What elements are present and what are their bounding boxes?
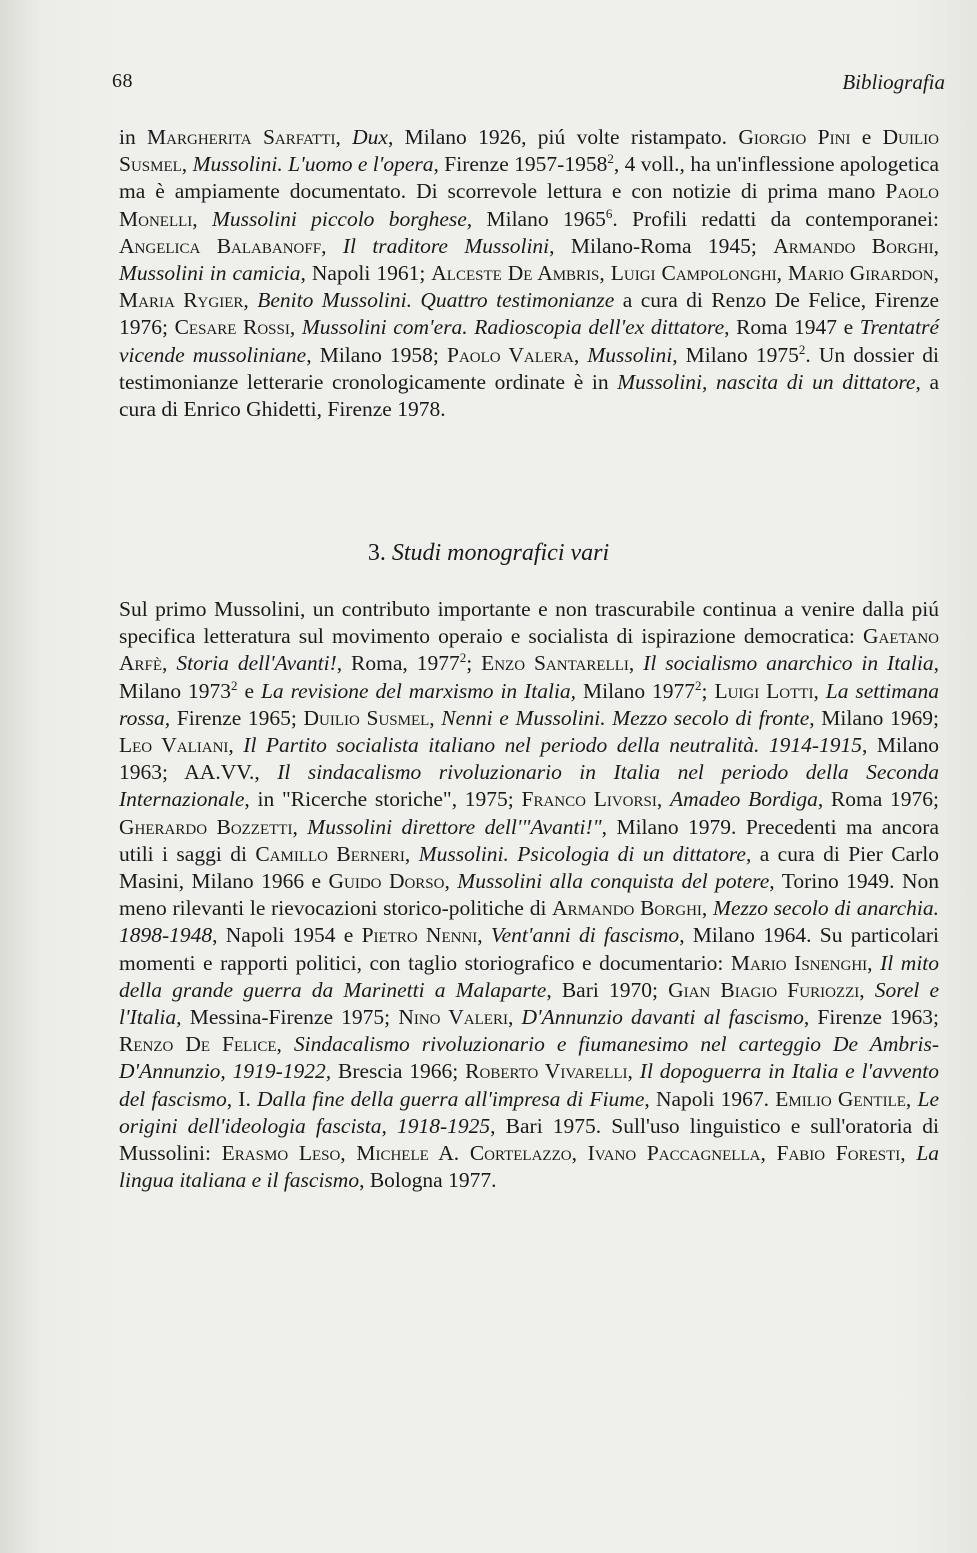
text-run: , Bologna 1977.	[359, 1168, 497, 1193]
text-run: ,	[228, 733, 244, 758]
text-run: , Milano 1969;	[809, 705, 940, 730]
text-run: Messina-Firenze 1975;	[181, 1005, 399, 1030]
text-run: ,	[760, 1141, 777, 1166]
text-run: ,	[656, 787, 670, 812]
text-run: in	[119, 125, 148, 149]
text-run: a cura di Renzo De Felice, Firenze 1976;	[119, 288, 940, 340]
text-run: , Milano 1979. Precedenti ma ancora utili i saggi di	[119, 814, 940, 866]
text-run: ,	[599, 261, 611, 286]
title-run: Il traditore Mussolini	[342, 233, 550, 258]
title-run: Benito Mussolini. Quattro testimonianze	[257, 288, 615, 313]
section-number: 3.	[367, 540, 386, 566]
author-run: Luigi Campolonghi	[610, 261, 777, 286]
author-run: Leo Valiani	[119, 733, 229, 758]
title-run: Mussolini	[587, 342, 673, 367]
author-run: Renzo De Felice	[119, 1032, 277, 1057]
title-run: Amadeo Bordiga	[669, 787, 818, 812]
text-run: , 4 voll., ha un'inflessione apologetica ma è ampiamente documentato. Di scorrevole lettura e con notizie di prima mano	[119, 152, 940, 204]
text-run: , Roma 1947 e	[724, 315, 860, 340]
text-run: , I.	[226, 1086, 258, 1111]
text-run: ,	[340, 1141, 357, 1166]
author-run: Pietro Nenni	[361, 923, 478, 948]
author-run: Gaetano Arfè	[119, 624, 939, 676]
edition-superscript: 6	[605, 205, 613, 221]
edition-superscript: 2	[695, 677, 702, 693]
author-run: Gian Biagio Furiozzi	[668, 977, 860, 1002]
author-run: Maria Rygier	[119, 288, 244, 313]
title-run: Sindacalismo rivoluzionario e fiumanesimo nel carteggio De Ambris-D'Annunzio, 1919-1922,	[119, 1032, 940, 1084]
title-run: Vent'anni di fascismo	[490, 923, 680, 948]
author-run: Paolo Valera	[447, 342, 574, 367]
title-run: Il socialismo anarchico in Italia	[643, 651, 934, 676]
text-run: ,	[900, 1141, 917, 1166]
running-head: Bibliografia	[842, 70, 945, 94]
text-run: ,	[335, 125, 353, 149]
title-run: Storia dell'Avanti!	[176, 651, 337, 676]
title-run: Trentatré vicende mussoliniane	[119, 315, 940, 367]
title-run: La revisione del marxismo in Italia,	[260, 678, 577, 703]
page-number: 68	[112, 70, 133, 92]
text-run: ,	[429, 705, 442, 730]
text-run: , Roma, 1977	[336, 651, 460, 676]
text-run: ,	[404, 841, 419, 866]
author-run: Cesare Rossi	[174, 315, 290, 340]
edition-superscript: 2	[231, 677, 238, 693]
edition-superscript: 2	[459, 650, 467, 666]
author-run: Luigi Lotti	[714, 678, 814, 703]
text-run: ,	[571, 1141, 588, 1166]
text-run: , Milano 1958;	[306, 342, 448, 367]
text-run: , Firenze 1963;	[803, 1005, 940, 1030]
author-run: Enzo Santarelli	[481, 651, 629, 676]
text-run: ,	[292, 814, 308, 839]
title-run: Mussolini in camicia	[119, 261, 301, 286]
text-run: Milano 1965	[472, 206, 606, 231]
title-run: Nenni e Mussolini. Mezzo secolo di fronte	[441, 705, 810, 730]
title-run: Il dopoguerra in Italia e l'avvento del fascismo	[119, 1059, 939, 1111]
title-run: La settimana rossa,	[119, 678, 940, 730]
text-run: , Napoli 1967.	[644, 1086, 776, 1111]
text-run: ,	[573, 342, 588, 367]
title-run: Mussolini, nascita di un dittatore	[617, 369, 916, 394]
edition-superscript: 2	[607, 151, 614, 167]
text-run: , Milano 1975	[672, 342, 799, 367]
text-run: ,	[276, 1032, 294, 1057]
title-run: Mussolini. Psicologia di un dittatore	[418, 841, 746, 866]
title-run: Mussolini alla conquista del potere	[457, 869, 770, 894]
text-run: , Milano 1963; AA.VV.,	[119, 733, 940, 785]
text-run: ,	[905, 1086, 918, 1111]
author-run: Michele A. Cortelazzo	[356, 1141, 572, 1166]
text-run: ,	[477, 923, 491, 948]
title-run: Mezzo secolo di anarchia. 1898-1948	[119, 896, 940, 948]
author-run: Mario Girardon	[788, 261, 934, 286]
author-run: Duilio Susmel	[303, 705, 430, 730]
text-run: Brescia 1966;	[331, 1059, 466, 1084]
title-run: Mussolini piccolo borghese,	[211, 206, 473, 231]
title-run: Le origini dell'ideologia fascista, 1918-1925	[119, 1086, 939, 1138]
text-run: ,	[162, 651, 177, 676]
text-run: ,	[776, 261, 789, 286]
text-run: e	[850, 125, 883, 149]
author-run: Paolo Monelli	[119, 179, 939, 231]
author-run: Emilio Gentile	[775, 1086, 906, 1111]
edition-superscript: 2	[798, 341, 806, 357]
title-run: Mussolini com'era. Radioscopia dell'ex dittatore	[301, 315, 725, 340]
title-run: Dux	[352, 125, 388, 149]
title-run: Mussolini. L'uomo e l'opera	[192, 152, 434, 177]
text-run: , Napoli 1961;	[300, 261, 432, 286]
text-run: ;	[701, 678, 715, 703]
author-run: Duilio Susmel	[119, 125, 940, 177]
text-run: , Milano 1964. Su particolari momenti e rapporti politici, con taglio storiografico e documentario:	[119, 923, 940, 975]
text-run: , a cura di Enrico Ghidetti, Firenze 1978.	[119, 369, 940, 422]
bibliography-paragraph-2	[119, 596, 939, 1194]
text-run: , a cura di Pier Carlo Masini, Milano 1966 e	[119, 841, 939, 894]
text-run: , in "Ricerche storiche", 1975;	[244, 787, 522, 812]
author-run: Erasmo Leso	[221, 1141, 341, 1166]
title-run: Il Partito socialista italiano nel periodo della neutralità. 1914-1915	[243, 733, 863, 758]
text-run: e	[237, 678, 261, 703]
text-run: ,	[859, 977, 875, 1002]
text-run: , Napoli 1954 e	[212, 923, 362, 948]
text-run: ,	[181, 152, 193, 177]
author-run: Fabio Foresti	[776, 1141, 901, 1166]
text-run: , Bari 1975. Sull'uso linguistico e sull'oratoria di Mussolini:	[119, 1113, 939, 1166]
author-run: Alceste De Ambris	[431, 261, 600, 286]
section-heading	[0, 540, 977, 567]
author-run: Margherita Sarfatti	[147, 125, 336, 149]
author-run: Armando Borghi	[552, 896, 702, 921]
text-run: ;	[466, 651, 482, 676]
text-run: , Milano 1973	[119, 651, 939, 703]
text-run: , Roma 1976;	[817, 787, 939, 812]
text-run: Firenze 1965;	[170, 705, 304, 730]
author-run: Angelica Balabanoff	[119, 233, 322, 258]
text-run: ,	[444, 869, 458, 894]
text-run: , Bari 1970;	[546, 977, 669, 1002]
text-run: ,	[321, 233, 343, 258]
text-run: ,	[192, 206, 212, 231]
title-run: La lingua italiana e il fascismo	[119, 1141, 940, 1193]
text-run: Milano 1977	[576, 678, 696, 703]
text-run: ,	[628, 651, 644, 676]
text-run: , Firenze 1957-1958	[433, 152, 608, 177]
text-run: , Milano 1926, piú volte ristampato.	[387, 125, 739, 149]
title-run: Sorel e l'Italia,	[119, 977, 939, 1030]
author-run: Camillo Berneri	[255, 841, 405, 866]
author-run: Mario Isnenghi	[730, 950, 868, 975]
text-run: ,	[701, 896, 714, 921]
text-run: ,	[289, 315, 302, 340]
text-run: ,	[933, 261, 939, 286]
text-run: , Milano-Roma 1945;	[549, 233, 774, 258]
text-run: ,	[507, 1005, 522, 1030]
text-run: ,	[243, 288, 258, 313]
author-run: Gherardo Bozzetti	[119, 814, 293, 839]
author-run: Ivano Paccagnella	[587, 1141, 761, 1166]
author-run: Giorgio Pini	[738, 125, 851, 149]
author-run: Franco Livorsi	[521, 787, 657, 812]
title-run: Il sindacalismo rivoluzionario in Italia nel periodo della Seconda Internazionale	[119, 760, 940, 812]
title-run: Dalla fine della guerra all'impresa di Fiume	[257, 1086, 645, 1111]
title-run: D'Annunzio davanti al fascismo	[521, 1005, 804, 1030]
text-run: Sul primo Mussolini, un contributo importante e non trascurabile continua a venire dalla piú specifica letteratura sul movimento operaio e socialista di ispirazione democratica:	[119, 597, 939, 649]
author-run: Armando Borghi	[773, 233, 934, 258]
text-run: ,	[813, 678, 826, 703]
title-run: Mussolini direttore dell'"Avanti!"	[307, 814, 602, 839]
text-run: . Un dossier di testimonianze letterarie cronologicamente ordinate è in	[119, 342, 939, 394]
text-run: ,	[627, 1059, 640, 1084]
bibliography-paragraph-1	[119, 124, 939, 423]
text-run: ,	[867, 950, 881, 975]
author-run: Nino Valeri	[398, 1005, 508, 1030]
author-run: Roberto Vivarelli	[465, 1059, 628, 1084]
text-run: , Torino 1949. Non meno rilevanti le rievocazioni storico-politiche di	[119, 869, 940, 921]
author-run: Guido Dorso	[328, 869, 445, 894]
title-run: Il mito della grande guerra da Marinetti a Malaparte	[119, 950, 940, 1002]
text-run: . Profili redatti da contemporanei:	[612, 206, 940, 231]
section-title-text: Studi monografici vari	[391, 540, 610, 566]
text-run: ,	[933, 233, 939, 258]
